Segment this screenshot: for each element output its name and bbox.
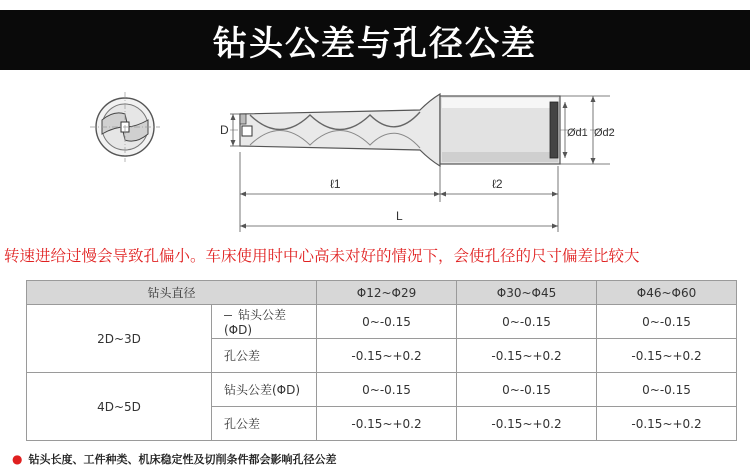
row-label: 孔公差 bbox=[212, 339, 317, 373]
drill-diagram-svg bbox=[80, 82, 640, 242]
label-D: D bbox=[220, 123, 229, 137]
table-cell: -0.15~+0.2 bbox=[597, 407, 737, 441]
drill-technical-drawing bbox=[80, 82, 640, 242]
page-title: 钻头公差与孔径公差 bbox=[213, 23, 537, 64]
table-cell: 0~-0.15 bbox=[317, 373, 457, 407]
label-d1: Ød1 bbox=[567, 127, 588, 139]
group-label: 2D~3D bbox=[27, 305, 212, 373]
drill-body bbox=[240, 94, 440, 166]
label-d2: Ød2 bbox=[594, 127, 615, 139]
row-label bbox=[212, 305, 317, 339]
header-range: Φ30~Φ45 bbox=[457, 281, 597, 305]
table-row bbox=[27, 373, 737, 407]
table-row bbox=[27, 305, 737, 339]
table-header-row bbox=[27, 281, 737, 305]
drill-end-view bbox=[90, 92, 160, 162]
table-cell: 0~-0.15 bbox=[317, 305, 457, 339]
warning-text: 转速进给过慢会导致孔偏小。车床使用时中心高未对好的情况下，会使孔径的尺寸偏差比较大 bbox=[4, 247, 640, 265]
header-range: Φ46~Φ60 bbox=[597, 281, 737, 305]
table-cell: -0.15~+0.2 bbox=[457, 339, 597, 373]
table-cell: -0.15~+0.2 bbox=[317, 339, 457, 373]
row-label: 钻头公差(ΦD) bbox=[212, 373, 317, 407]
table-cell: 0~-0.15 bbox=[457, 305, 597, 339]
footnote bbox=[12, 450, 742, 468]
group-label: 4D~5D bbox=[27, 373, 212, 441]
footnote-text: 钻头长度、工件种类、机床稳定性及切削条件都会影响孔径公差 bbox=[28, 453, 337, 466]
title-bar bbox=[0, 10, 750, 70]
label-l1: ℓ1 bbox=[330, 177, 341, 191]
table-cell: -0.15~+0.2 bbox=[597, 339, 737, 373]
row-label-text: 钻头公差(ΦD) bbox=[224, 308, 287, 337]
drill-shank bbox=[440, 96, 560, 164]
bullet-dot-icon: ● bbox=[12, 452, 23, 466]
tolerance-table bbox=[26, 280, 737, 441]
header-drill-diameter: 钻头直径 bbox=[27, 281, 317, 305]
row-label: 孔公差 bbox=[212, 407, 317, 441]
label-L: L bbox=[396, 209, 403, 223]
label-l2: ℓ2 bbox=[492, 177, 503, 191]
table-cell: -0.15~+0.2 bbox=[317, 407, 457, 441]
header-range: Φ12~Φ29 bbox=[317, 281, 457, 305]
dash-mark bbox=[224, 315, 232, 316]
table-cell: 0~-0.15 bbox=[597, 373, 737, 407]
table-cell: 0~-0.15 bbox=[457, 373, 597, 407]
table-cell: 0~-0.15 bbox=[597, 305, 737, 339]
dimension-d1-d2 bbox=[560, 96, 615, 164]
table-cell: -0.15~+0.2 bbox=[457, 407, 597, 441]
